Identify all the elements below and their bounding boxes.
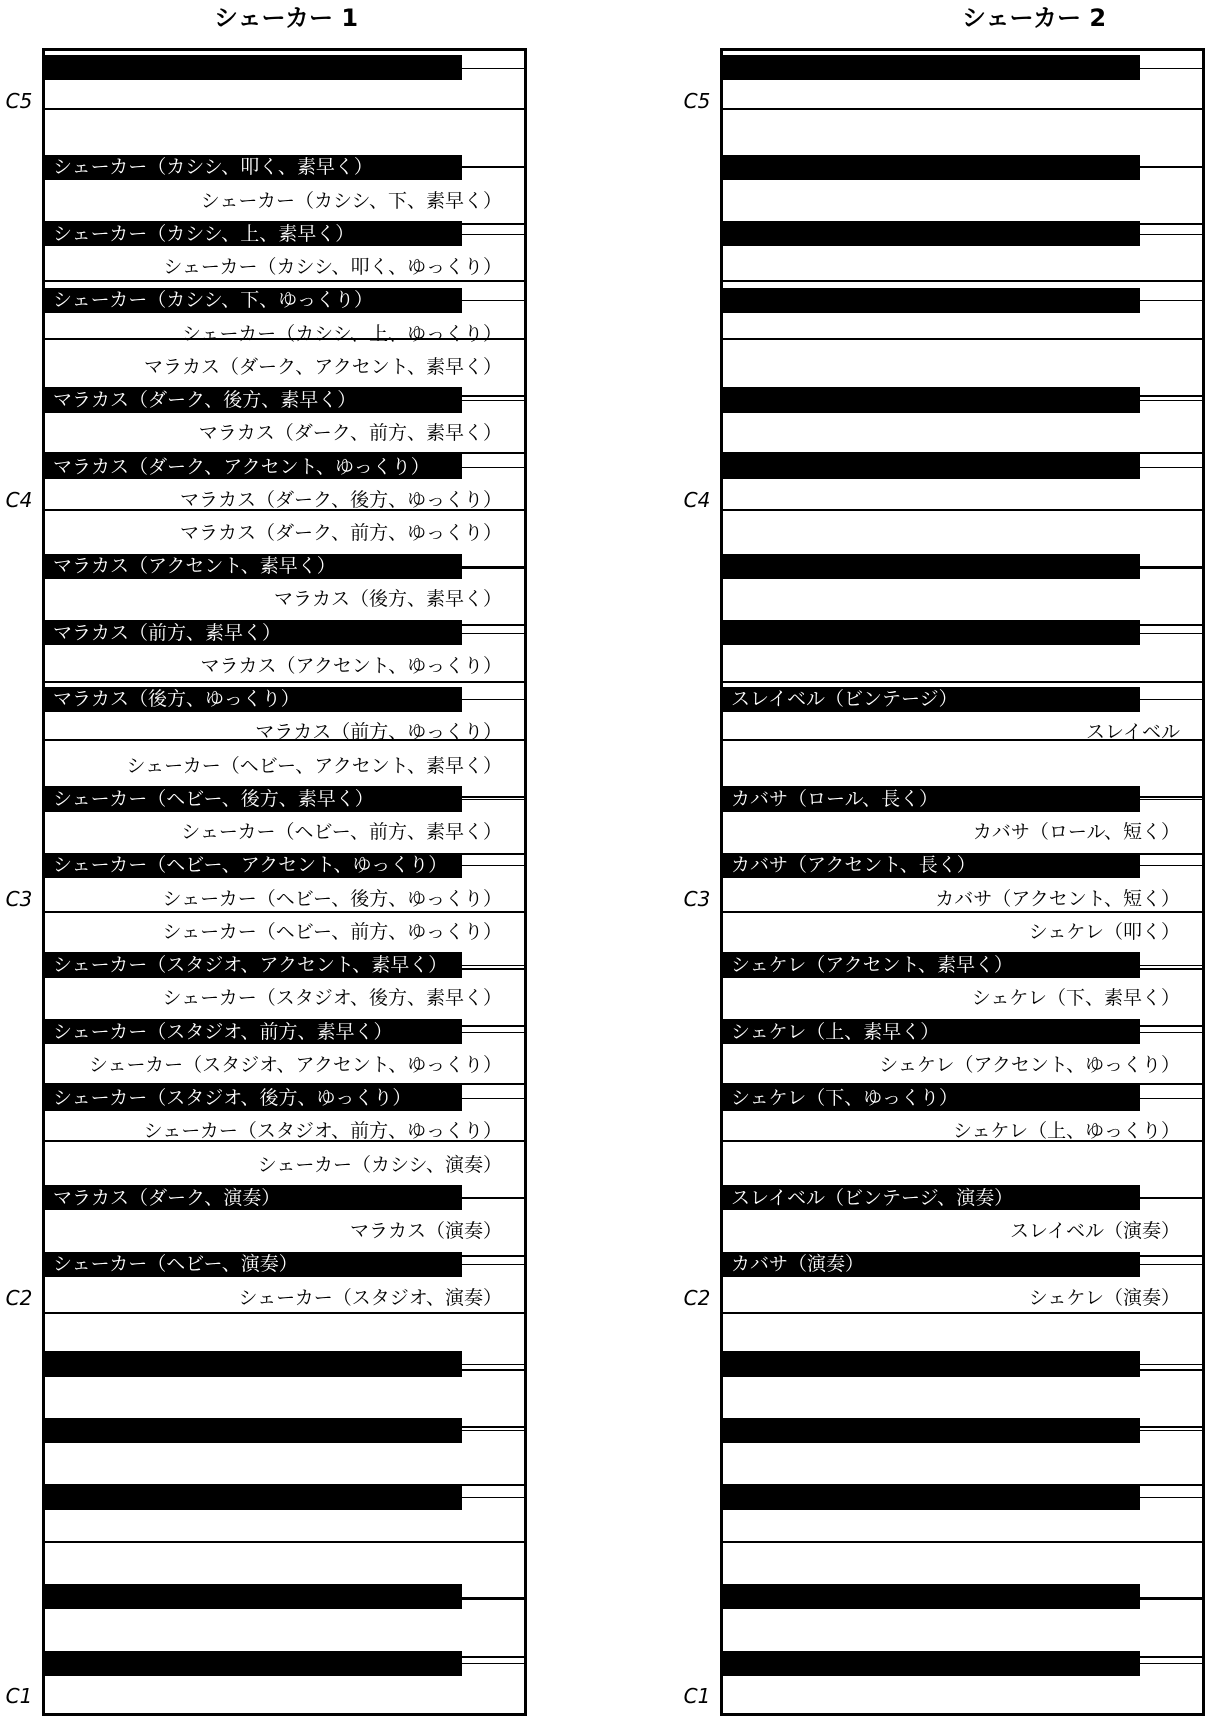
white-key-label: シェーカー（スタジオ、アクセント、ゆっくり） <box>88 1053 502 1076</box>
black-key <box>45 1351 462 1376</box>
key-divider <box>462 1663 524 1664</box>
key-divider <box>1140 1497 1202 1498</box>
black-key-label: シェーカー（カシシ、下、ゆっくり） <box>53 289 374 312</box>
black-key-label: シェケレ（アクセント、素早く） <box>731 954 1013 977</box>
key-divider <box>462 467 524 468</box>
white-key-label: シェーカー（ヘビー、前方、ゆっくり） <box>162 920 502 943</box>
key-divider <box>462 167 524 168</box>
key-divider <box>1140 234 1202 235</box>
black-key-label: マラカス（ダーク、演奏） <box>53 1186 281 1209</box>
black-key-label: マラカス（ダーク、後方、素早く） <box>53 389 357 412</box>
key-divider <box>1140 1032 1202 1033</box>
white-key-label: カバサ（アクセント、短く） <box>935 887 1180 910</box>
black-key-label: シェケレ（下、ゆっくり） <box>731 1087 959 1110</box>
key-divider <box>462 1430 524 1431</box>
white-key-label: シェーカー（スタジオ、後方、素早く） <box>162 987 502 1010</box>
white-key-label: スレイベル <box>1085 721 1180 744</box>
octave-label: C4 <box>683 487 711 512</box>
key-divider <box>462 1098 524 1099</box>
black-key <box>723 454 1140 479</box>
white-key-label: シェケレ（下、素早く） <box>971 987 1180 1010</box>
white-key-label: シェーカー（ヘビー、アクセント、素早く） <box>126 754 502 777</box>
octave-label: C3 <box>683 886 711 911</box>
black-key <box>45 55 462 80</box>
key-divider <box>462 1497 524 1498</box>
key-divider <box>1140 633 1202 634</box>
black-key-label: カバサ（ロール、長く） <box>731 787 939 810</box>
black-key <box>723 1418 1140 1443</box>
key-divider <box>1140 699 1202 700</box>
keyboard-title: シェーカー 2 <box>961 4 1107 32</box>
black-key-label: スレイベル（ビンテージ） <box>731 688 958 711</box>
black-key <box>723 554 1140 579</box>
black-key <box>723 55 1140 80</box>
key-divider <box>462 1264 524 1265</box>
white-key-label: マラカス（後方、素早く） <box>273 588 502 611</box>
white-key-label: マラカス（ダーク、前方、素早く） <box>198 422 502 445</box>
black-key <box>45 1484 462 1509</box>
octave-label: C5 <box>683 88 711 113</box>
black-key-label: カバサ（アクセント、長く） <box>731 854 976 877</box>
white-key-label: シェーカー（カシシ、叩く、ゆっくり） <box>163 256 502 279</box>
key-divider <box>1140 467 1202 468</box>
key-divider <box>462 400 524 401</box>
black-key <box>723 221 1140 246</box>
key-divider <box>1140 1364 1202 1365</box>
black-key-label: シェーカー（スタジオ、後方、ゆっくり） <box>53 1087 412 1110</box>
key-divider <box>1140 1198 1202 1199</box>
white-key-label: マラカス（ダーク、アクセント、素早く） <box>144 355 502 378</box>
black-key-label: シェーカー（カシシ、叩く、素早く） <box>53 156 373 179</box>
black-key-label: マラカス（前方、素早く） <box>53 621 282 644</box>
octave-label: C2 <box>5 1285 33 1310</box>
key-divider <box>462 1198 524 1199</box>
key-divider <box>462 234 524 235</box>
key-divider <box>462 1597 524 1598</box>
black-key <box>45 1418 462 1443</box>
white-key-label: カバサ（ロール、短く） <box>972 821 1180 844</box>
black-key-label: シェーカー（ヘビー、後方、素早く） <box>53 787 374 810</box>
white-key-label: マラカス（アクセント、ゆっくり） <box>200 654 502 677</box>
black-key-label: マラカス（ダーク、アクセント、ゆっくり） <box>53 455 430 478</box>
key-divider <box>462 865 524 866</box>
key-divider <box>1140 799 1202 800</box>
key-divider <box>1140 865 1202 866</box>
key-divider <box>1140 1098 1202 1099</box>
key-divider <box>1140 1597 1202 1598</box>
octave-label: C4 <box>5 487 33 512</box>
key-divider <box>1140 1430 1202 1431</box>
black-key <box>723 288 1140 313</box>
black-key-label: シェーカー（カシシ、上、素早く） <box>53 222 355 245</box>
black-key <box>723 1351 1140 1376</box>
black-key-label: シェーカー（スタジオ、アクセント、素早く） <box>53 954 448 977</box>
octave-label: C5 <box>5 88 33 113</box>
black-key-label: シェーカー（ヘビー、アクセント、ゆっくり） <box>53 854 448 877</box>
white-key-label: シェケレ（上、ゆっくり） <box>952 1120 1180 1143</box>
key-divider <box>1140 1663 1202 1664</box>
key-divider <box>462 699 524 700</box>
white-key-label: スレイベル（演奏） <box>1009 1220 1180 1243</box>
black-key-label: シェーカー（スタジオ、前方、素早く） <box>53 1020 393 1043</box>
white-key-label: シェーカー（ヘビー、後方、ゆっくり） <box>162 887 502 910</box>
black-key-label: カバサ（演奏） <box>731 1253 865 1276</box>
white-key-label: シェケレ（アクセント、ゆっくり） <box>879 1053 1180 1076</box>
black-key <box>45 1651 462 1676</box>
octave-label: C1 <box>683 1684 711 1709</box>
keyboard-frame <box>720 48 1205 1716</box>
black-key <box>723 1651 1140 1676</box>
white-key-label: シェーカー（スタジオ、前方、ゆっくり） <box>143 1120 502 1143</box>
key-divider <box>462 1032 524 1033</box>
key-divider <box>462 566 524 567</box>
key-divider <box>462 68 524 69</box>
key-divider <box>1140 300 1202 301</box>
octave-label: C3 <box>5 886 33 911</box>
key-divider <box>1140 400 1202 401</box>
key-divider <box>1140 965 1202 966</box>
white-key-label: シェケレ（演奏） <box>1028 1286 1180 1309</box>
key-divider <box>462 965 524 966</box>
octave-label: C1 <box>5 1684 33 1709</box>
black-key <box>723 1584 1140 1609</box>
key-divider <box>462 300 524 301</box>
black-key <box>45 1584 462 1609</box>
black-key <box>723 1484 1140 1509</box>
black-key-label: シェケレ（上、素早く） <box>731 1020 940 1043</box>
black-key-label: スレイベル（ビンテージ、演奏） <box>731 1186 1014 1209</box>
key-divider <box>1140 68 1202 69</box>
key-divider <box>1140 1264 1202 1265</box>
white-key-label: シェーカー（カシシ、演奏） <box>257 1153 502 1176</box>
key-divider <box>462 633 524 634</box>
black-key <box>723 620 1140 645</box>
black-key <box>723 155 1140 180</box>
black-key-label: シェーカー（ヘビー、演奏） <box>53 1253 298 1276</box>
white-key-label: マラカス（前方、ゆっくり） <box>255 721 502 744</box>
white-key-label: シェーカー（ヘビー、前方、素早く） <box>181 821 502 844</box>
key-divider <box>1140 566 1202 567</box>
keyboard-frame <box>42 48 527 1716</box>
key-divider <box>462 799 524 800</box>
white-key-label: マラカス（演奏） <box>349 1220 502 1243</box>
white-key-label: マラカス（ダーク、後方、ゆっくり） <box>179 488 502 511</box>
white-key-label: シェーカー（カシシ、上、ゆっくり） <box>181 322 502 345</box>
keyboard-title: シェーカー 1 <box>213 4 359 32</box>
white-key <box>723 338 1202 395</box>
key-divider <box>462 1364 524 1365</box>
black-key-label: マラカス（後方、ゆっくり） <box>53 688 300 711</box>
octave-label: C2 <box>683 1285 711 1310</box>
white-key-label: シェーカー（スタジオ、演奏） <box>238 1286 502 1309</box>
white-key-label: シェーカー（カシシ、下、素早く） <box>200 189 502 212</box>
key-divider <box>1140 167 1202 168</box>
black-key <box>723 387 1140 412</box>
white-key-label: シェケレ（叩く） <box>1028 920 1180 943</box>
black-key-label: マラカス（アクセント、素早く） <box>53 555 336 578</box>
white-key-label: マラカス（ダーク、前方、ゆっくり） <box>179 521 502 544</box>
